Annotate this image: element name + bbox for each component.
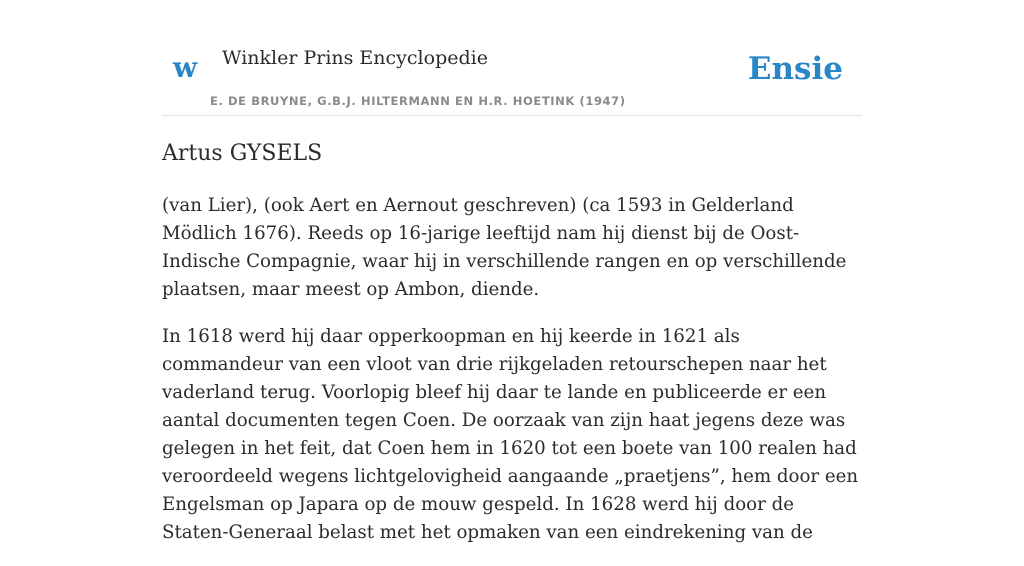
article-paragraph-2: In 1618 werd hij daar opperkoopman en hij keerde in 1621 als commandeur van een vloot van drie rijkgeladen retourschepen naar het vaderland terug. Voorlopig bleef hij daar te lande en publiceerde er een aantal documenten tegen Coen. De oorzaak van zijn haat jegens deze was gelegen in het feit, dat Coen hem in 1620 tot een boete van 100 realen had veroordeeld wegens lichtgelovigheid aangaande „praetjens”, hem door een Engelsman op Japara op de mouw gespeld. In 1628 werd hij door de Staten-Generaal belast met het opmaken van een eindrekening van de <box>162 326 859 543</box>
source-header <box>162 28 862 116</box>
article-paragraph-1: (van Lier), (ook Aert en Aernout geschreven) (ca 1593 in Gelderland Mödlich 1676). Reeds op 16-jarige leeftijd nam hij dienst bij de Oost-Indische Compagnie, waar hij in verschillende rangen en op verschillende plaatsen, maar meest op Ambon, diende. <box>162 195 847 300</box>
winkler-prins-logo-icon[interactable]: w <box>173 51 198 84</box>
source-authors: E. DE BRUYNE, G.B.J. HILTERMANN EN H.R. HOETINK (1947) <box>210 94 626 108</box>
source-title[interactable]: Winkler Prins Encyclopedie <box>222 47 488 69</box>
ensie-logo-link[interactable]: Ensie <box>747 51 843 87</box>
article-title: Artus GYSELS <box>162 141 323 166</box>
article <box>162 138 866 566</box>
article-body <box>162 192 866 547</box>
